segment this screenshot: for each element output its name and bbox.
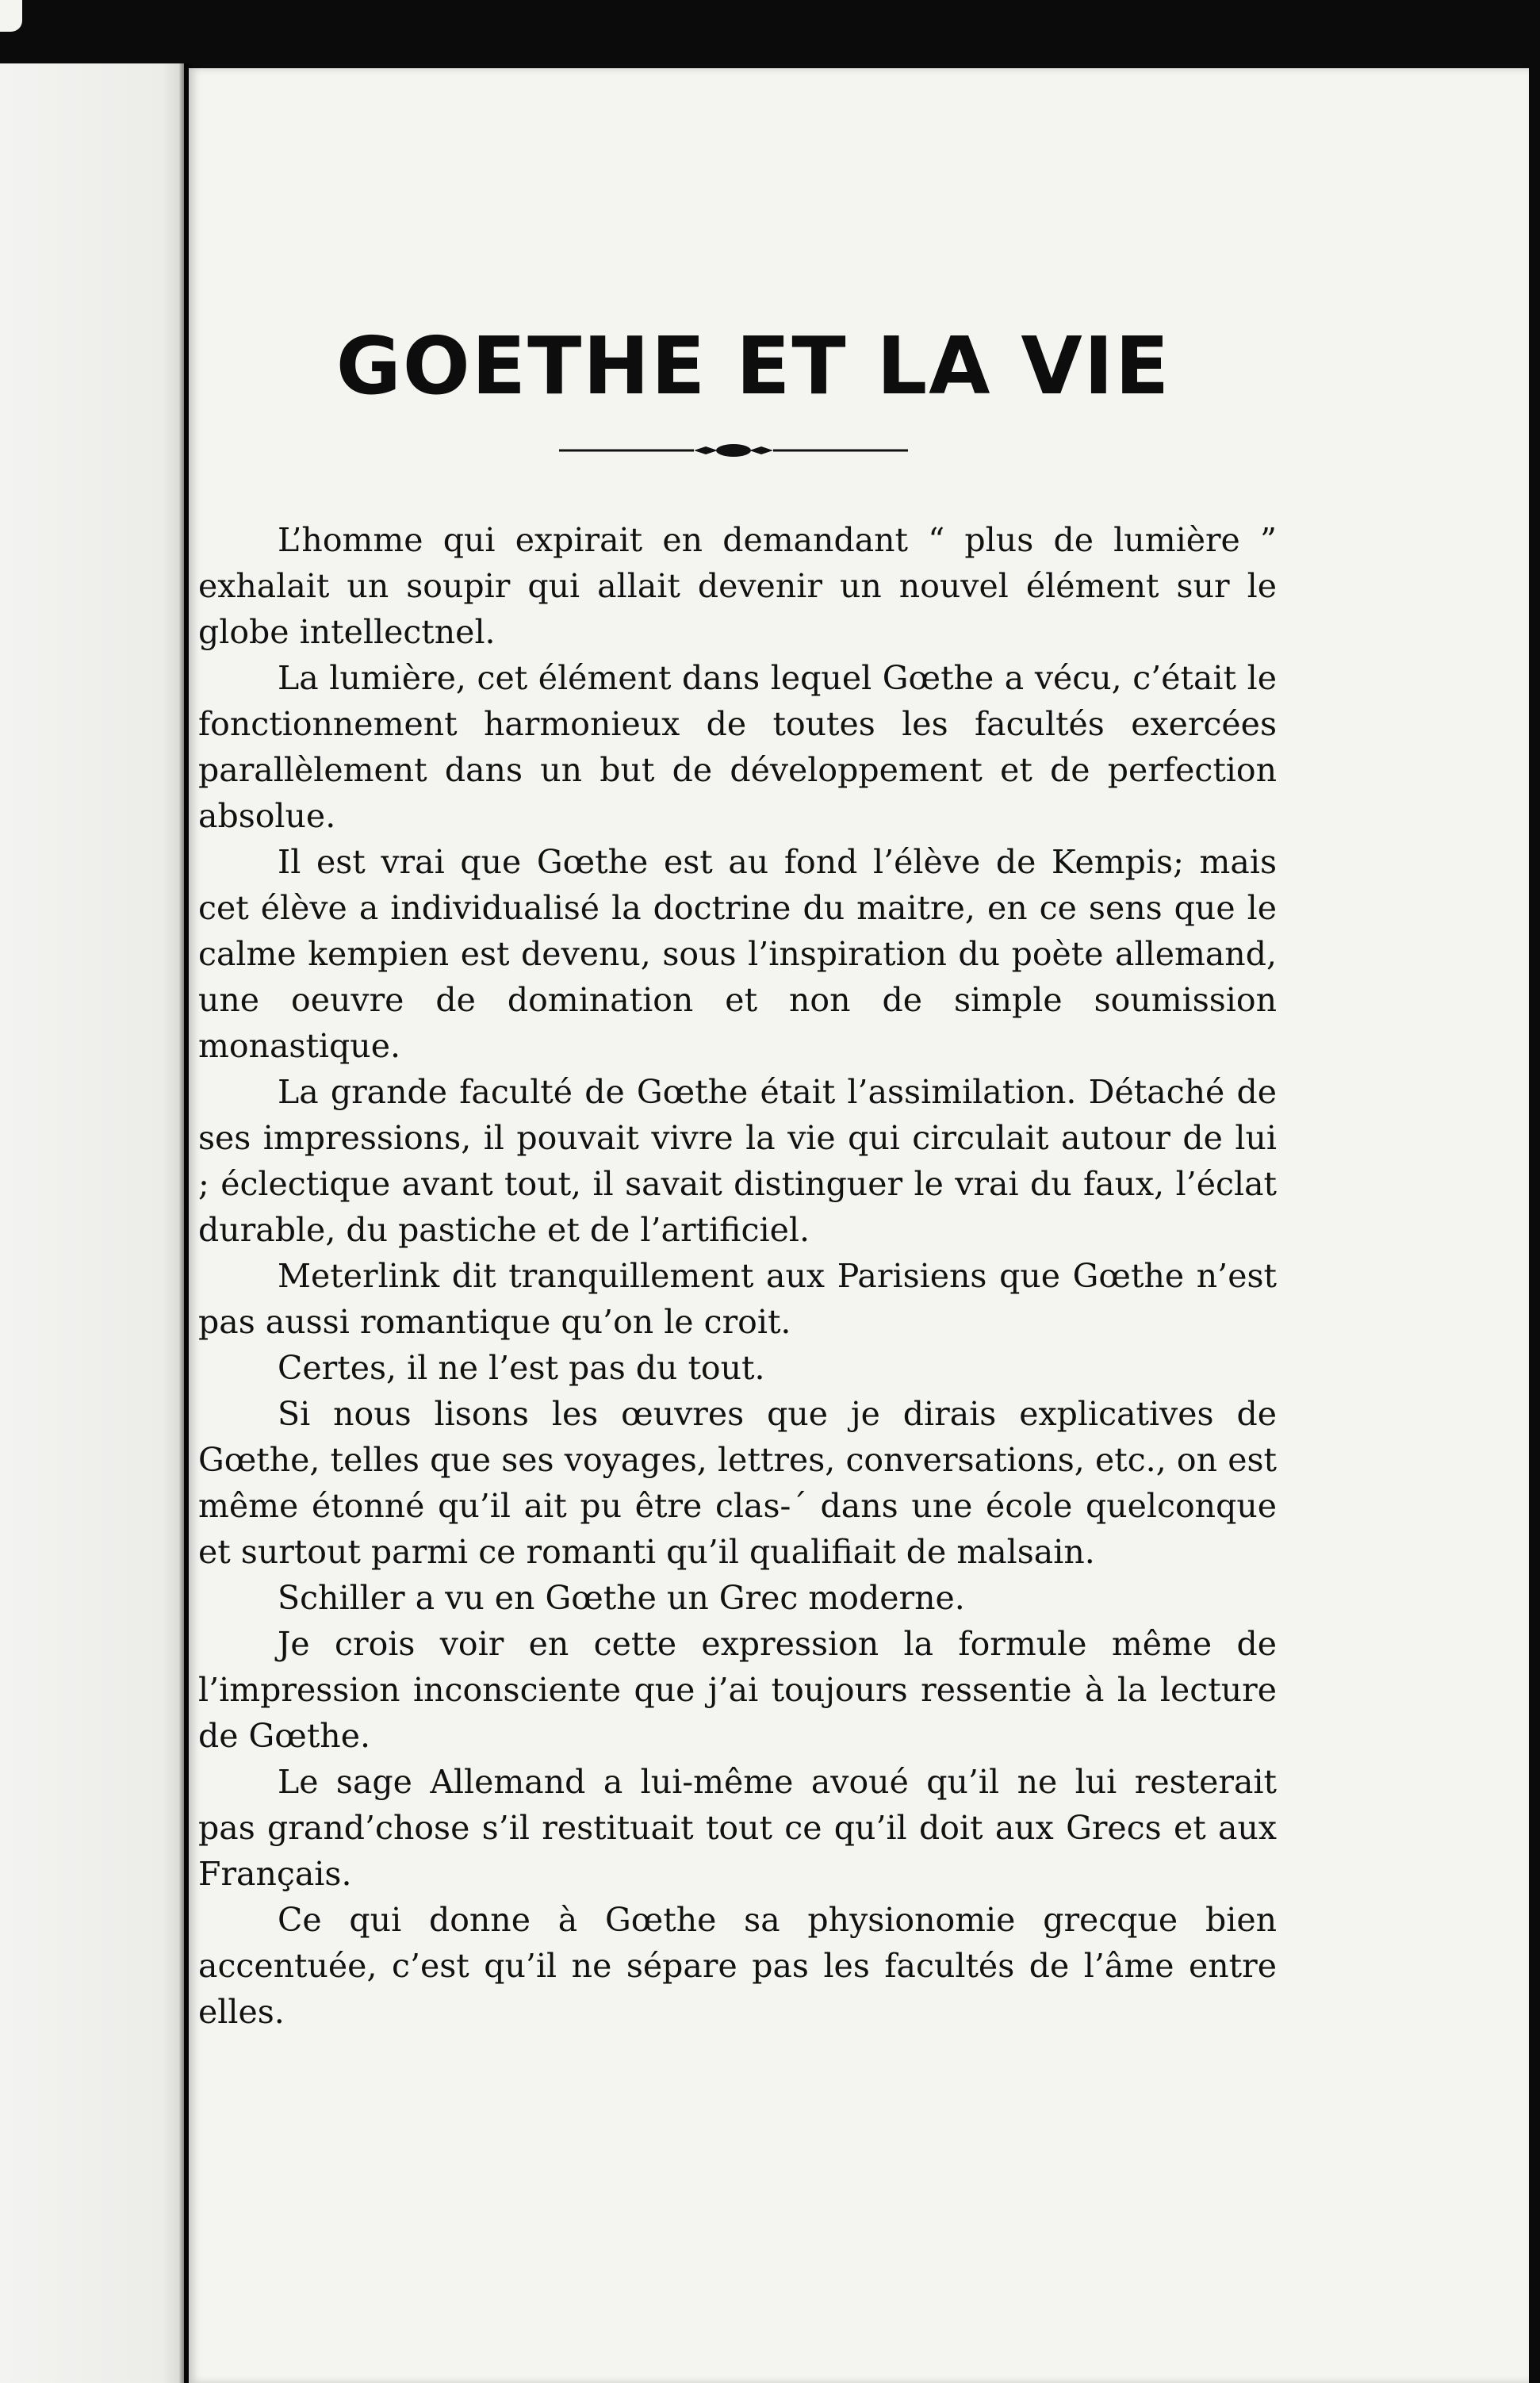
- decorative-rule-ornament-icon: [559, 441, 908, 460]
- page-title: GOETHE ET LA VIE: [335, 320, 1171, 412]
- paragraph: L’homme qui expirait en demandant “ plus de lumière ” exhalait un soupir qui allait devenir un nouvel élément sur le globe intellectnel.: [198, 521, 1277, 651]
- paragraph: Schiller a vu en Gœthe un Grec moderne.: [278, 1579, 965, 1617]
- paragraph: Je crois voir en cette expression la formule même de l’impression inconsciente que j’ai toujours ressentie à la lecture de Gœthe.: [198, 1625, 1277, 1755]
- paragraph: Meterlink dit tranquillement aux Parisiens que Gœthe n’est pas aussi romantique qu’on le croit.: [198, 1257, 1277, 1341]
- facing-page-edge: [0, 63, 184, 2383]
- body-text: [198, 517, 1277, 2035]
- paragraph: Certes, il ne l’est pas du tout.: [278, 1349, 765, 1387]
- paragraph: La grande faculté de Gœthe était l’assimilation. Détaché de ses impressions, il pouvait vivre la vie qui circulait autour de lui ; éclectique avant tout, il savait distinguer le vrai du faux, l’éclat durable, du pastiche et de l’artificiel.: [198, 1073, 1277, 1249]
- paragraph: Si nous lisons les œuvres que je dirais explicatives de Gœthe, telles que ses voyages, lettres, conversations, etc., on est même étonné qu’il ait pu être clas‑´ dans une école quelconque et surtout parmi ce romanti qu’il qualifiait de malsain.: [198, 1395, 1277, 1571]
- paragraph: Le sage Allemand a lui-même avoué qu’il ne lui resterait pas grand’chose s’il restituait tout ce qu’il doit aux Grecs et aux Français.: [198, 1763, 1277, 1893]
- paragraph: Ce qui donne à Gœthe sa physionomie grecque bien accentuée, c’est qu’il ne sépare pas les facultés de l’âme entre elles.: [198, 1901, 1277, 2031]
- corner-stub: [0, 0, 22, 32]
- paragraph: La lumière, cet élément dans lequel Gœthe a vécu, c’était le fonctionnement harmonieux de toutes les facultés exercées parallèlement dans un but de développement et de perfection absolue.: [198, 659, 1277, 835]
- paragraph: Il est vrai que Gœthe est au fond l’élève de Kempis; mais cet élève a individualisé la doctrine du maitre, en ce sens que le calme kempien est devenu, sous l’inspiration du poète allemand, une oeuvre de domination et non de simple soumission monastique.: [198, 843, 1277, 1065]
